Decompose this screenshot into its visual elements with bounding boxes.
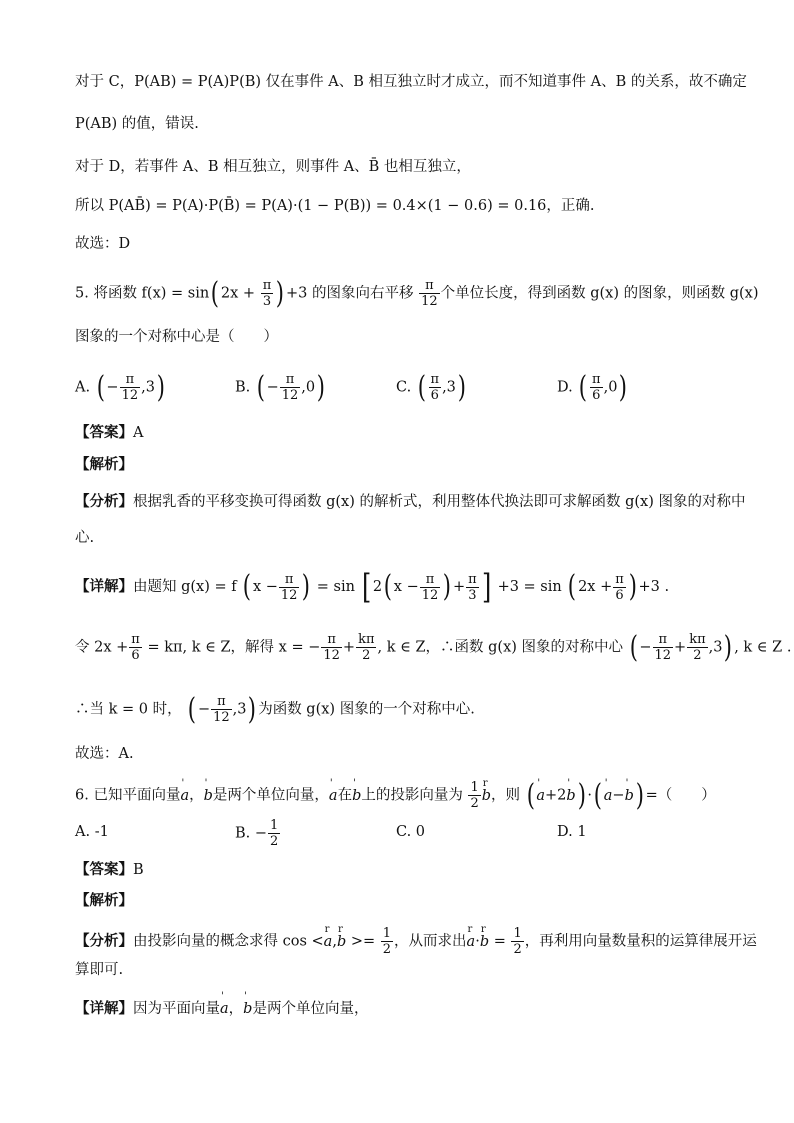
- frac-num: 1: [382, 926, 392, 941]
- q5-analysis-cont: 心.: [75, 530, 95, 546]
- q5-option-d: D. ( $\frac{\pi}{6}$ ,0): [557, 369, 628, 405]
- q6-option-c: C. 0: [396, 824, 426, 840]
- center-y: 3: [237, 701, 247, 718]
- vector-b: ' b: [204, 786, 213, 806]
- q5-answer: [75, 423, 143, 443]
- question-5-stem: [75, 275, 759, 311]
- frac-num: kπ: [358, 632, 375, 647]
- frac-den: 12: [121, 388, 139, 403]
- frac-num: π: [592, 372, 601, 387]
- q6-text-c: 是两个单位向量，: [212, 787, 329, 804]
- frac-den: 6: [615, 587, 624, 603]
- option-value: 3: [446, 379, 456, 396]
- frac-den: 12: [654, 648, 672, 663]
- vector-a: r a: [324, 932, 333, 952]
- vector-a: ' a: [180, 786, 189, 806]
- detail-text-c: +3 = sin: [497, 579, 562, 595]
- bracket-open: [: [361, 567, 371, 607]
- q6-text-d: 在: [337, 787, 353, 804]
- center-y: 3: [713, 639, 723, 656]
- frac-num: π: [615, 571, 624, 587]
- frac-num: kπ: [689, 632, 706, 647]
- vector-b: ' b: [243, 999, 252, 1019]
- q5-text-d: 个单位长度，得到函数 g(x) 的图象，则函数 g(x): [440, 285, 759, 302]
- paren-close: ): [316, 369, 326, 405]
- analysis-text-b: 从而求出: [408, 933, 467, 950]
- line-d-statement: 对于 D，若事件 A、B 相互独立，则事件 A、B̄ 也相互独立，: [75, 159, 471, 175]
- paren-close: ): [457, 369, 466, 405]
- frac-num: π: [211, 694, 232, 710]
- paren-open: (: [256, 369, 265, 405]
- fraction-pi-12: [279, 572, 300, 603]
- frac-den: 12: [213, 710, 230, 725]
- vector-b: r b: [480, 932, 489, 952]
- paren-close: ): [635, 777, 644, 813]
- q6-text-e: 上的投影向量为: [361, 787, 463, 804]
- paren-close: ): [276, 275, 285, 311]
- paren-open: (: [242, 569, 252, 604]
- question-5-stem-cont: 图象的一个对称中心是（ ）: [75, 329, 278, 345]
- frac-num: π: [262, 278, 272, 293]
- d-calc-verdict: ，正确.: [546, 198, 595, 214]
- option-label: B.: [235, 825, 251, 842]
- frac-den: 6: [592, 388, 601, 403]
- answer-label: 【答案】: [75, 861, 133, 878]
- q6-analysis: 【分析】由投影向量的概念求得 cos <r a,r b >= $\frac{1}{2}$ ，从而求出r a·r b = $\frac{1}{2}$ ，再利用向量数量积的运算律展开运: [75, 926, 757, 957]
- q5-detail-line-1: 【详解】由题知 g(x) = f ( x − $\frac{\pi}{12}$ ) = sin [ 2( x − $\frac{\pi}{12}$ ) + $\frac{\pi}{3}$ ] +3 = sin ( 2x + $\frac{\pi}{6}$ ) +3 .: [75, 567, 670, 607]
- fraction-1-2: [381, 926, 393, 957]
- line-c-conclusion: P(AB) 的值，错误.: [75, 116, 199, 132]
- frac-den: 2: [270, 834, 279, 849]
- frac-den: 12: [280, 587, 298, 603]
- answer-value: A: [133, 425, 144, 441]
- minus-sign: −: [254, 825, 268, 842]
- q5-analysis-heading: 【解析】: [75, 456, 133, 473]
- paren-open: (: [526, 777, 535, 813]
- detail-text-a: 因为平面向量: [133, 1001, 220, 1017]
- frac-den: 12: [281, 388, 299, 403]
- fraction-1-2: [511, 926, 523, 957]
- q5-option-c: C. ( $\frac{\pi}{6}$ ,3): [396, 369, 466, 405]
- paren-open: (: [210, 275, 220, 311]
- fraction-pi-6: [429, 372, 442, 403]
- fraction-pi-6: [613, 572, 626, 603]
- paren-open: (: [417, 369, 426, 405]
- paren-close: ): [628, 569, 637, 604]
- fraction-pi-6: [590, 372, 603, 403]
- paren-close: ): [577, 777, 586, 813]
- frac-num: π: [131, 632, 140, 647]
- option-label: D.: [557, 379, 573, 396]
- detail-text-d: , k ∈ Z .: [734, 639, 792, 656]
- paren-open: (: [96, 369, 105, 405]
- fraction-pi-12: [280, 372, 301, 403]
- fraction-pi-3: [466, 572, 479, 603]
- q6-text-b: ，: [189, 787, 204, 804]
- q6-text-f: ，则: [491, 787, 521, 804]
- vector-a: ' a: [604, 786, 613, 806]
- question-6-stem: 6. 已知平面向量' a，' b是两个单位向量，' a在' b上的投影向量为 $\frac{1}{2}$ r b，则 (' a+2' b) ·(' a−' b) =（ ）: [75, 780, 716, 811]
- q6-analysis-heading: 【解析】: [75, 892, 133, 909]
- line-c-statement: 对于 C，P(AB) = P(A)P(B) 仅在事件 A、B 相互独立时才成立，而不知道事件 A、B 的关系，故不确定: [75, 74, 747, 90]
- q5-text-a: 5. 将函数 f(x) = sin: [75, 285, 210, 302]
- answer-line-q4: 故选：D: [75, 236, 131, 252]
- vector-a: ' a: [329, 786, 338, 806]
- detail-text-b: = sin: [316, 579, 355, 595]
- paren-close: ): [724, 629, 733, 665]
- paren-open: (: [187, 691, 197, 727]
- vector-b: r b: [337, 932, 346, 952]
- fraction-pi-12: [321, 632, 342, 663]
- detail-label: 【详解】: [75, 578, 133, 595]
- detail-text-a: 由题知 g(x) = f: [133, 579, 237, 595]
- frac-num: π: [321, 632, 342, 648]
- q6-answer: [75, 860, 144, 880]
- frac-num: π: [653, 632, 674, 648]
- vector-b: ' b: [352, 786, 361, 806]
- detail-text-b: 是两个单位向量，: [252, 1001, 369, 1017]
- analysis-label: 【分析】: [75, 932, 133, 950]
- vector-b: ' b: [625, 786, 634, 806]
- q5-detail-line-2: 令 2x + $\frac{\pi}{6}$ = kπ, k ∈ Z，解得 x = − $\frac{\pi}{12}$ + $\frac{k\pi}{2}$ , k ∈ Z，∴函数 g(x) 图象的对称中心 ( − $\frac{\pi}{12}$ + $\frac{k\pi}{2}$ ,3) , k ∈ Z .: [75, 629, 792, 665]
- frac-num: π: [430, 372, 440, 387]
- q5-detail-line-3: ∴当 k = 0 时， ( − $\frac{\pi}{12}$ ,3) 为函数 g(x) 图象的一个对称中心.: [75, 691, 475, 727]
- answer-line-q5: 故选：A.: [75, 746, 134, 762]
- answer-value: B: [133, 862, 144, 878]
- q5-text-b: 2x +: [220, 285, 256, 302]
- fraction-pi-12: [211, 694, 232, 725]
- vector-a: ' a: [220, 999, 229, 1019]
- paren-close: ): [156, 369, 165, 405]
- detail-text-b: 为函数 g(x) 图象的一个对称中心.: [258, 701, 475, 718]
- detail-text-a: ∴当 k = 0 时，: [75, 701, 182, 718]
- fraction-1-2: [468, 780, 480, 811]
- frac-den: 2: [362, 648, 371, 663]
- line-d-calculation: [75, 196, 595, 216]
- q6-analysis-cont: 算即可.: [75, 962, 124, 978]
- vector-a: r a: [467, 932, 476, 952]
- option-label: B.: [235, 379, 251, 396]
- frac-num: 1: [513, 926, 522, 941]
- fraction-pi-3: [261, 278, 274, 309]
- frac-num: π: [420, 572, 441, 588]
- analysis-label: 【分析】: [75, 493, 133, 510]
- frac-num: π: [419, 278, 440, 294]
- frac-den: 6: [430, 388, 439, 403]
- frac-den: 12: [421, 587, 439, 603]
- answer-label: 【答案】: [75, 424, 133, 441]
- paren-close: ): [302, 569, 311, 604]
- paren-open: (: [579, 369, 588, 405]
- fraction-pi-12: [419, 278, 440, 309]
- paren-open: (: [629, 629, 638, 665]
- option-label: C.: [396, 379, 412, 396]
- paren-close: ): [619, 369, 628, 405]
- analysis-text: 根据乳香的平移变换可得函数 g(x) 的解析式，利用整体代换法即可求解函数 g(x) 图象的对称中: [133, 494, 746, 510]
- fraction-pi-12: [120, 372, 141, 403]
- fraction-pi-12: [653, 632, 674, 663]
- paren-close: ): [443, 569, 452, 604]
- d-calc-formula: 所以 P(AB̄) = P(A)·P(B̄) = P(A)·(1 − P(B)) = 0.4×(1 − 0.6) = 0.16: [75, 198, 547, 214]
- detail-text-d: +3 .: [638, 579, 670, 595]
- fraction-kpi-2: [356, 632, 376, 663]
- frac-num: π: [120, 372, 141, 388]
- frac-den: 6: [131, 648, 140, 663]
- q6-text-a: 6. 已知平面向量: [75, 787, 181, 804]
- frac-num: π: [280, 372, 301, 388]
- frac-den: 2: [693, 648, 702, 663]
- frac-num: 1: [470, 780, 479, 795]
- detail-text-a: 令 2x +: [75, 639, 129, 656]
- q5-option-a: A. ( − $\frac{\pi}{12}$ ,3): [75, 369, 165, 405]
- frac-den: 2: [470, 796, 479, 811]
- q6-option-b: [235, 818, 281, 849]
- q5-analysis: [75, 492, 745, 512]
- fraction-kpi-2: [687, 632, 707, 663]
- frac-den: 12: [323, 648, 340, 663]
- paren-close: ): [248, 691, 257, 727]
- detail-text-b: = kπ, k ∈ Z，解得 x = −: [147, 639, 321, 656]
- paren-open: (: [383, 569, 393, 604]
- detail-label: 【详解】: [75, 1000, 133, 1017]
- frac-den: 2: [382, 942, 392, 957]
- detail-text-c: , k ∈ Z，∴函数 g(x) 图象的对称中心: [377, 639, 624, 656]
- paren-open: (: [593, 777, 602, 813]
- frac-den: 3: [262, 294, 272, 309]
- vector-b: r b: [482, 786, 491, 806]
- frac-num: π: [468, 571, 477, 587]
- analysis-text-a: 由投影向量的概念求得 cos <: [133, 933, 324, 950]
- option-label: A.: [75, 379, 91, 396]
- q6-option-a: A. -1: [75, 824, 109, 840]
- fraction-pi-6: [129, 632, 142, 663]
- vector-a: ' a: [536, 786, 545, 806]
- option-value: 3: [145, 379, 155, 396]
- q6-option-d: D. 1: [557, 824, 587, 840]
- frac-den: 2: [513, 942, 522, 957]
- q5-option-b: B. ( − $\frac{\pi}{12}$ ,0): [235, 369, 326, 405]
- q5-text-c: +3 的图象向右平移: [285, 285, 414, 302]
- q6-text-g: =（ ）: [645, 787, 716, 804]
- frac-num: 1: [270, 818, 279, 833]
- analysis-text-c: ，再利用向量数量积的运算律展开运: [524, 933, 757, 950]
- frac-den: 3: [468, 587, 477, 603]
- paren-open: (: [568, 569, 577, 604]
- frac-num: π: [279, 572, 300, 588]
- bracket-close: ]: [481, 567, 491, 607]
- fraction-1-2: [268, 818, 280, 849]
- fraction-pi-12: [420, 572, 441, 603]
- vector-b: ' b: [566, 786, 575, 806]
- q6-detail: 【详解】因为平面向量' a，' b是两个单位向量，: [75, 999, 368, 1019]
- frac-den: 12: [421, 294, 438, 309]
